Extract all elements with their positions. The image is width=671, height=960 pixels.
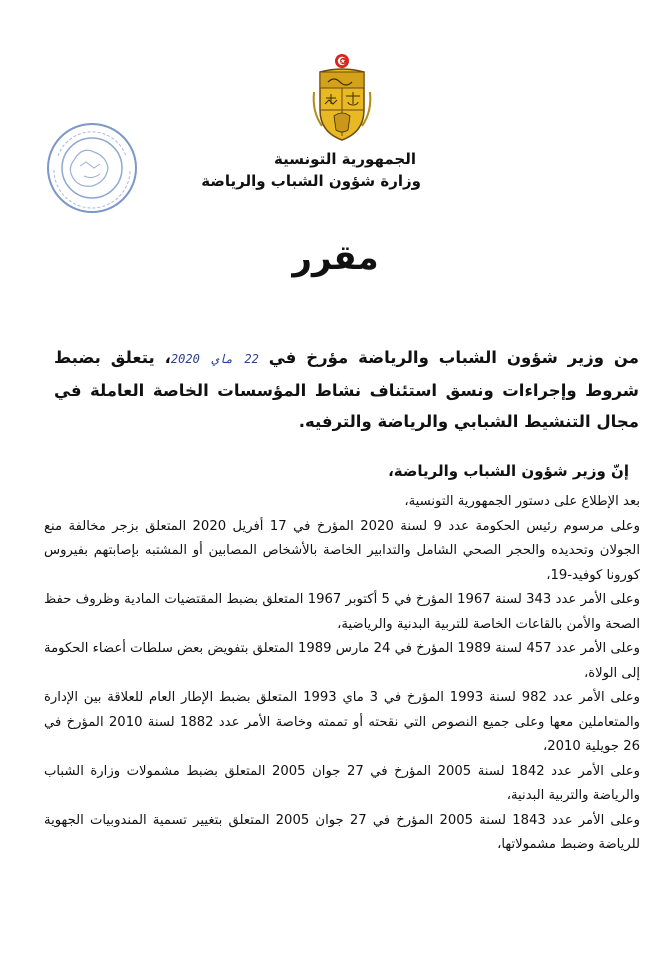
preamble-paragraph: وعلى الأمر عدد 457 لسنة 1989 المؤرخ في 24 مارس 1989 المتعلق بتفويض بعض سلطات أعضاء الحكومة إلى الولاة، bbox=[44, 641, 641, 681]
preamble-paragraph: وعلى مرسوم رئيس الحكومة عدد 9 لسنة 2020 المؤرخ في 17 أفريل 2020 المتعلق بزجر مخالفة منع الجولان وتحديده والحجر الصحي الشامل والتدابير الخاصة بالأشخاص المصابين أو المشتبه بإصابتهم بفيروس كورونا كوفيد-19، bbox=[44, 518, 640, 583]
coat-of-arms-icon bbox=[310, 52, 374, 144]
preamble-body bbox=[44, 490, 640, 858]
subject-before-date: من وزير شؤون الشباب والرياضة مؤرخ في bbox=[268, 348, 639, 367]
subject-after-date: ، يتعلق بضبط شروط وإجراءات ونسق استئناف نشاط المؤسسات الخاصة العاملة في مجال التنشيط الشبابي والرياضة والترفيه. bbox=[54, 348, 639, 431]
preamble-paragraph: وعلى الأمر عدد 1842 لسنة 2005 المؤرخ في 27 جوان 2005 المتعلق بضبط مشمولات وزارة الشباب والرياضة والتربية البدنية، bbox=[44, 763, 641, 803]
decision-subject bbox=[54, 342, 639, 437]
preamble-paragraph: وعلى الأمر عدد 1843 لسنة 2005 المؤرخ في 27 جوان 2005 المتعلق بتغيير تسمية المندوبيات الجهوية للرياضة وضبط مشمولاتها، bbox=[44, 812, 641, 852]
preamble-paragraph: بعد الإطلاع على دستور الجمهورية التونسية، bbox=[404, 494, 640, 509]
page-title: مقرر bbox=[292, 238, 379, 278]
header-ministry: وزارة شؤون الشباب والرياضة bbox=[201, 172, 421, 190]
preamble-paragraph: وعلى الأمر عدد 982 لسنة 1993 المؤرخ في 3 ماي 1993 المتعلق بضبط الإطار العام للعلاقة بين الإدارة والمتعاملين معها وعلى جميع النصوص التي نقحته أو تممته وخاصة الأمر عدد 1882 لسنة 2010 المؤرخ في 26 جويلية 2010، bbox=[44, 690, 641, 754]
handwritten-date: 22 ماي 2020 bbox=[170, 352, 259, 366]
header-republic: الجمهورية التونسية bbox=[274, 150, 416, 168]
official-stamp-icon bbox=[44, 120, 140, 216]
addressee-line: إنّ وزير شؤون الشباب والرياضة، bbox=[388, 462, 629, 480]
preamble-paragraph: وعلى الأمر عدد 343 لسنة 1967 المؤرخ في 5 أكتوبر 1967 المتعلق بضبط المقتضيات المادية وظروف حفظ الصحة والأمن بالقاعات الخاصة للتربية البدنية والرياضية، bbox=[44, 592, 640, 632]
